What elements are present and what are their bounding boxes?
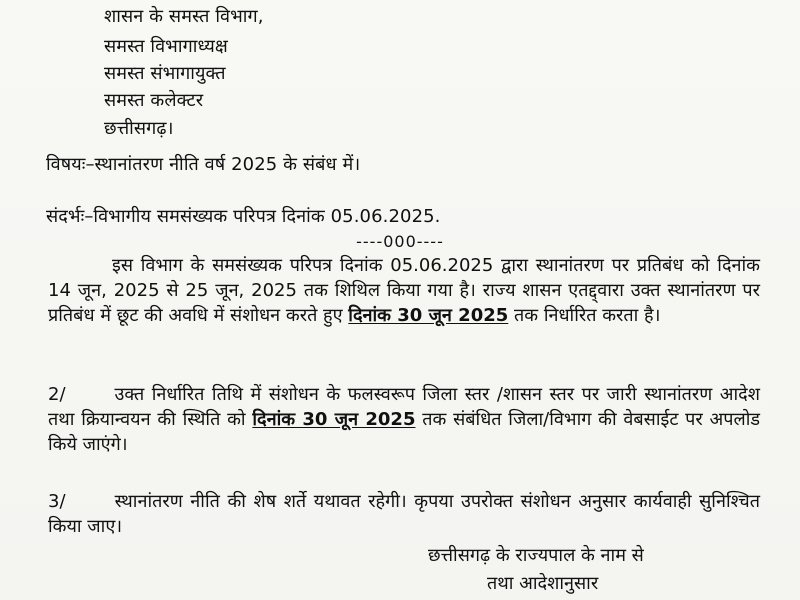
paragraph-2-text-part-2: तक संबंधित जिला/विभाग की वेबसाईट पर अपलोड किये जाएंगे। [48, 409, 760, 455]
paragraph-1-text-part-1: इस विभाग के समसंख्यक परिपत्र दिनांक 05.06.2025 द्वारा स्थानांतरण पर प्रतिबंध को दिनांक 14 जून, 2025 से 25 जून, 2025 तक शिथिल किया गया है। राज्य शासन एतद्द्वारा उक्त स्थानांतरण पर प्रतिबंध में छूट की अवधि में संशोधन करते हुए [48, 255, 760, 326]
paragraph-2-highlight-date: दिनांक 30 जून 2025 [252, 409, 416, 430]
paragraph-2-text-part-1: उक्त निर्धारित तिथि में संशोधन के फलस्वरूप जिला स्तर /शासन स्तर पर जारी स्थानांतरण आदेश तथा क्रियान्वयन की स्थिति को [48, 384, 760, 430]
paragraph-3 [48, 489, 760, 539]
address-line-5: छत्तीसगढ़। [104, 118, 174, 139]
paragraph-2 [48, 382, 760, 457]
paragraph-2-number: 2/ [48, 384, 66, 405]
subject-line: विषयः–स्थानांतरण नीति वर्ष 2025 के संबंध में। [46, 154, 361, 175]
paragraph-3-number: 3/ [48, 491, 66, 512]
signature-line-2: तथा आदेशानुसार [487, 573, 599, 594]
address-line-3: समस्त संभागायुक्त [104, 63, 226, 84]
reference-line: संदर्भः–विभागीय समसंख्यक परिपत्र दिनांक 05.06.2025. [46, 206, 441, 227]
paragraph-1-highlight-date: दिनांक 30 जून 2025 [348, 305, 509, 326]
address-line-1: शासन के समस्त विभाग, [104, 6, 264, 27]
address-line-4: समस्त कलेक्टर [104, 90, 204, 111]
paragraph-1-text-part-2: तक निर्धारित करता है। [508, 305, 661, 326]
paragraph-3-text: स्थानांतरण नीति की शेष शर्ते यथावत रहेगी। कृपया उपरोक्त संशोधन अनुसार कार्यवाही सुनिश्चित किया जाए। [48, 491, 760, 537]
paragraph-1 [48, 253, 760, 328]
section-separator: ----000---- [356, 232, 444, 251]
address-line-2: समस्त विभागाध्यक्ष [104, 36, 228, 57]
signature-line-1: छत्तीसगढ़ के राज्यपाल के नाम से [428, 545, 644, 566]
